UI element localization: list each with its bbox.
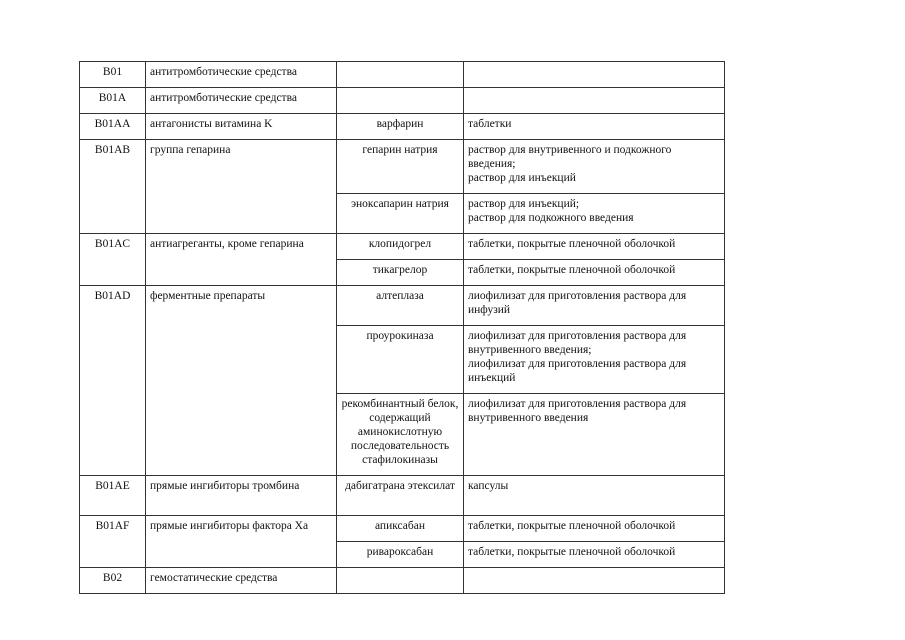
dosage-form-line: таблетки xyxy=(468,118,512,130)
atc-code-cell: B01AA xyxy=(80,114,146,140)
dosage-form-cell xyxy=(464,234,725,260)
drug-name-cell: эноксапарин натрия xyxy=(337,194,464,234)
table-row xyxy=(80,88,725,114)
atc-code-cell: B01AC xyxy=(80,234,146,286)
group-cell: группа гепарина xyxy=(146,140,337,234)
group-cell: прямые ингибиторы тромбина xyxy=(146,476,337,516)
dosage-form-line: раствор для внутривенного и подкожного введения; xyxy=(468,144,672,170)
dosage-form-line: раствор для подкожного введения xyxy=(468,212,634,224)
drug-name-cell xyxy=(337,568,464,594)
table-row xyxy=(80,234,725,260)
group-cell: антитромботические средства xyxy=(146,88,337,114)
dosage-form-line: раствор для инъекций xyxy=(468,172,576,184)
dosage-form-cell xyxy=(464,326,725,394)
dosage-form-cell xyxy=(464,88,725,114)
dosage-form-cell xyxy=(464,394,725,476)
group-cell: прямые ингибиторы фактора Xa xyxy=(146,516,337,568)
dosage-form-cell xyxy=(464,286,725,326)
dosage-form-line: лиофилизат для приготовления раствора для инфузий xyxy=(468,290,687,316)
dosage-form-cell xyxy=(464,114,725,140)
drug-name-cell: варфарин xyxy=(337,114,464,140)
group-cell: гемостатические средства xyxy=(146,568,337,594)
drug-name-cell xyxy=(337,62,464,88)
atc-code-cell: B02 xyxy=(80,568,146,594)
atc-code-cell: B01A xyxy=(80,88,146,114)
drug-name-cell: апиксабан xyxy=(337,516,464,542)
dosage-form-cell xyxy=(464,516,725,542)
dosage-form-cell xyxy=(464,140,725,194)
dosage-form-line: таблетки, покрытые пленочной оболочкой xyxy=(468,238,676,250)
drug-name-cell: проурокиназа xyxy=(337,326,464,394)
dosage-form-cell xyxy=(464,568,725,594)
drug-name-cell: ривароксабан xyxy=(337,542,464,568)
drug-name-cell: тикагрелор xyxy=(337,260,464,286)
drug-name-cell: дабигатрана этексилат xyxy=(337,476,464,516)
table-row xyxy=(80,140,725,194)
table-body xyxy=(80,62,725,594)
atc-code-cell: B01AD xyxy=(80,286,146,476)
dosage-form-line: лиофилизат для приготовления раствора для внутривенного введения; xyxy=(468,330,687,356)
table-row xyxy=(80,516,725,542)
dosage-form-cell xyxy=(464,542,725,568)
drug-classification-table xyxy=(79,61,725,594)
drug-name-cell: гепарин натрия xyxy=(337,140,464,194)
table-row xyxy=(80,286,725,326)
atc-code-cell: B01 xyxy=(80,62,146,88)
table-row xyxy=(80,476,725,516)
dosage-form-line: таблетки, покрытые пленочной оболочкой xyxy=(468,264,676,276)
dosage-form-line: таблетки, покрытые пленочной оболочкой xyxy=(468,520,676,532)
dosage-form-line: таблетки, покрытые пленочной оболочкой xyxy=(468,546,676,558)
group-cell: антиагреганты, кроме гепарина xyxy=(146,234,337,286)
table-row xyxy=(80,114,725,140)
dosage-form-line: раствор для инъекций; xyxy=(468,198,580,210)
dosage-form-line: капсулы xyxy=(468,480,509,492)
table-row xyxy=(80,568,725,594)
drug-name-cell: рекомбинантный белок, содержащий аминокислотную последовательность стафилокиназы xyxy=(337,394,464,476)
dosage-form-line: лиофилизат для приготовления раствора для внутривенного введения xyxy=(468,398,687,424)
atc-code-cell: B01AE xyxy=(80,476,146,516)
dosage-form-line: лиофилизат для приготовления раствора для инъекций xyxy=(468,358,687,384)
drug-name-cell: клопидогрел xyxy=(337,234,464,260)
dosage-form-cell xyxy=(464,260,725,286)
dosage-form-cell xyxy=(464,194,725,234)
drug-name-cell xyxy=(337,88,464,114)
atc-code-cell: B01AF xyxy=(80,516,146,568)
group-cell: ферментные препараты xyxy=(146,286,337,476)
drug-name-cell: алтеплаза xyxy=(337,286,464,326)
table-row xyxy=(80,62,725,88)
dosage-form-cell xyxy=(464,62,725,88)
group-cell: антитромботические средства xyxy=(146,62,337,88)
atc-code-cell: B01AB xyxy=(80,140,146,234)
group-cell: антагонисты витамина K xyxy=(146,114,337,140)
dosage-form-cell xyxy=(464,476,725,516)
